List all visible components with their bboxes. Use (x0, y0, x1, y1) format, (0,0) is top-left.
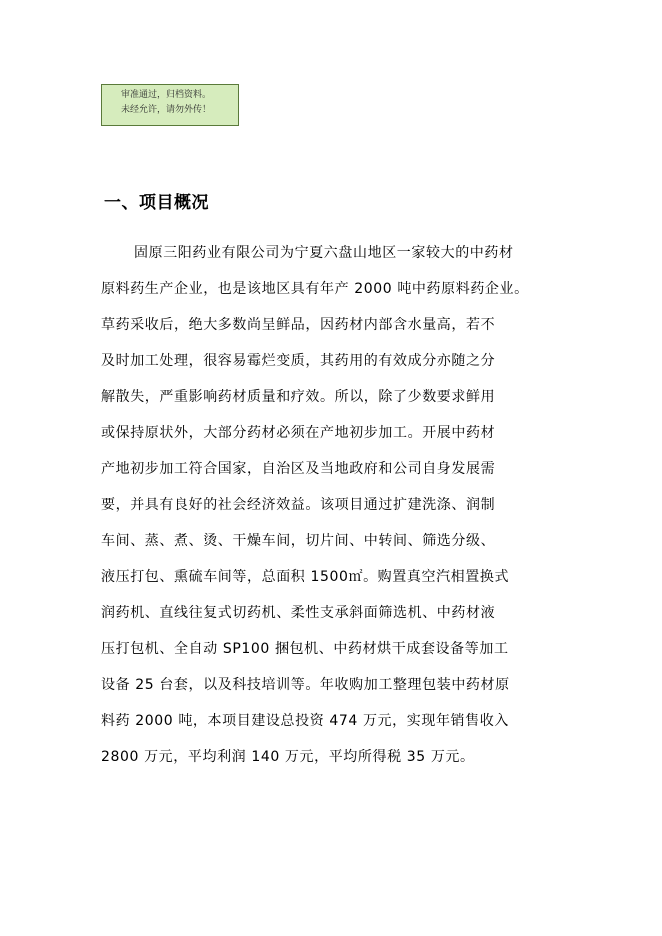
notice-line-2: 未经允许，请勿外传！ (121, 105, 212, 115)
paragraph-line: 及时加工处理，很容易霉烂变质，其药用的有效成分亦随之分 (101, 353, 496, 369)
paragraph-line: 或保持原状外，大部分药材必须在产地初步加工。开展中药材 (101, 425, 496, 441)
paragraph-line: 原料药生产企业，也是该地区具有年产 2000 吨中药原料药企业。 (101, 281, 529, 297)
paragraph-line: 设备 25 台套，以及科技培训等。年收购加工整理包装中药材原 (101, 677, 510, 693)
paragraph-line: 压打包机、全自动 SP100 捆包机、中药材烘干成套设备等加工 (101, 641, 509, 657)
paragraph-line: 产地初步加工符合国家，自治区及当地政府和公司自身发展需 (101, 461, 496, 477)
paragraph-line: 车间、蒸、煮、烫、干燥车间，切片间、中转间、筛选分级、 (101, 533, 496, 549)
paragraph-line: 固原三阳药业有限公司为宁夏六盘山地区一家较大的中药材 (134, 245, 514, 261)
paragraph-line: 料药 2000 吨，本项目建设总投资 474 万元，实现年销售收入 (101, 713, 509, 729)
approval-notice (101, 84, 239, 126)
paragraph-line: 解散失，严重影响药材质量和疗效。所以，除了少数要求鲜用 (101, 389, 496, 405)
paragraph-line: 液压打包、熏硫车间等，总面积 1500㎡。购置真空汽相置换式 (101, 569, 510, 585)
section-heading: 一、项目概况 (104, 193, 209, 213)
notice-line-1: 审准通过，归档资料。 (121, 90, 212, 100)
paragraph-line: 草药采收后，绝大多数尚呈鲜品，因药材内部含水量高，若不 (101, 317, 496, 333)
paragraph-line: 2800 万元，平均利润 140 万元，平均所得税 35 万元。 (101, 749, 475, 765)
paragraph-line: 润药机、直线往复式切药机、柔性支承斜面筛选机、中药材液 (101, 605, 496, 621)
paragraph-line: 要，并具有良好的社会经济效益。该项目通过扩建洗涤、润制 (101, 497, 496, 513)
